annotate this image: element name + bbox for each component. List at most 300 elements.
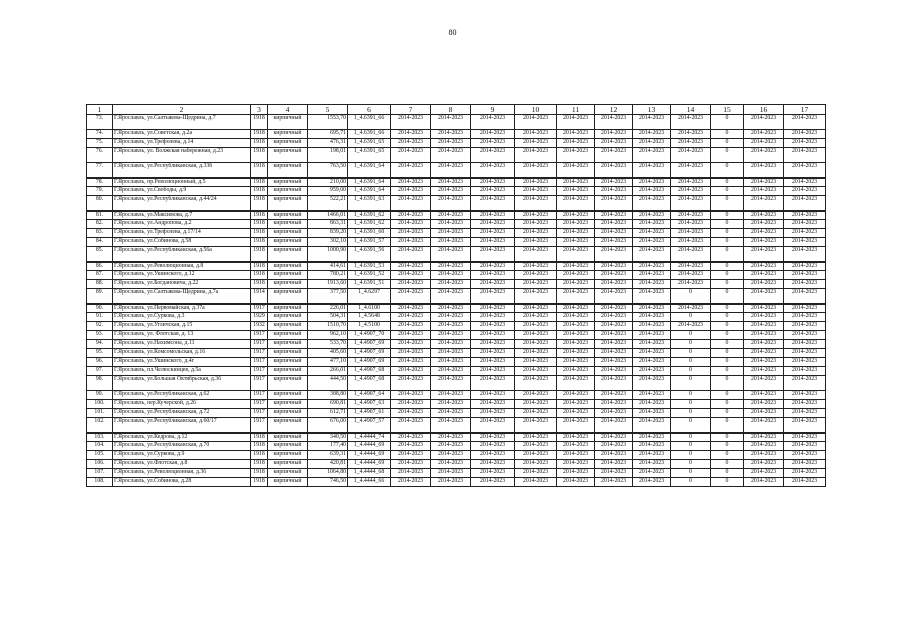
build-year-cell: 1918 [251,187,268,196]
period-cell: 2014-2023 [515,349,557,358]
period-cell: 2014-2023 [515,289,557,304]
row-number-cell: 77. [87,163,113,178]
period-cell: 2014-2023 [471,247,515,262]
period-cell: 2014-2023 [633,340,671,349]
period-cell: 2014-2023 [431,178,471,187]
period-cell: 2014-2023 [633,322,671,331]
period-cell: 2014-2023 [515,460,557,469]
wall-material-cell: кирпичный [268,196,308,211]
period-cell: 2014-2023 [515,340,557,349]
period-cell: 2014-2023 [744,247,784,262]
period-cell: 2014-2023 [431,433,471,442]
table-row [87,376,826,391]
period-cell: 2014-2023 [515,280,557,289]
area-cell: 302,10 [308,238,348,247]
address-cell: Г.Ярославль, ул.Трефолева, д.17/14 [113,229,251,238]
period-cell: 2014-2023 [784,358,826,367]
zero-cell: 0 [711,211,744,220]
area-cell: 388,80 [308,391,348,400]
address-cell: Г.Ярославль, ул.Революционная, д.8 [113,262,251,271]
period-cell: 2014-2023 [671,178,711,187]
wall-material-cell: кирпичный [268,433,308,442]
period-cell: 2014-2023 [744,433,784,442]
address-cell: Г.Ярославль, ул. Волжская набережная, д.23 [113,148,251,163]
build-year-cell: 1929 [251,313,268,322]
table-row [87,367,826,376]
period-cell: 2014-2023 [557,211,595,220]
period-cell: 0 [671,469,711,478]
period-cell: 2014-2023 [391,148,431,163]
period-cell: 2014-2023 [784,247,826,262]
period-cell: 2014-2023 [515,442,557,451]
period-cell: 2014-2023 [471,271,515,280]
wall-material-cell: кирпичный [268,469,308,478]
period-cell: 2014-2023 [595,433,633,442]
address-cell: Г.Ярославль, ул.Советская, д.2а [113,130,251,139]
address-cell: Г.Ярославль, ул.Ушинского, д.12 [113,271,251,280]
period-cell: 2014-2023 [431,187,471,196]
period-cell: 2014-2023 [595,469,633,478]
period-cell: 2014-2023 [391,163,431,178]
period-cell: 2014-2023 [471,262,515,271]
period-cell: 2014-2023 [784,220,826,229]
address-cell: Г.Ярославль, ул.Трефолева, д.14 [113,139,251,148]
wall-material-cell: кирпичный [268,349,308,358]
period-cell: 2014-2023 [431,391,471,400]
period-cell: 2014-2023 [633,433,671,442]
period-cell: 2014-2023 [471,451,515,460]
period-cell: 2014-2023 [431,313,471,322]
area-cell: 504,31 [308,313,348,322]
period-cell: 2014-2023 [744,349,784,358]
period-cell: 2014-2023 [431,163,471,178]
period-cell: 0 [671,358,711,367]
period-cell: 2014-2023 [557,289,595,304]
table-row [87,469,826,478]
period-cell: 2014-2023 [633,313,671,322]
period-cell: 2014-2023 [515,469,557,478]
area-cell: 477,10 [308,358,348,367]
period-cell: 2014-2023 [671,304,711,313]
row-number-cell: 92. [87,322,113,331]
period-cell: 2014-2023 [595,220,633,229]
column-header: 9 [471,105,515,115]
period-cell: 2014-2023 [515,391,557,400]
period-cell: 2014-2023 [391,313,431,322]
period-cell: 2014-2023 [595,478,633,487]
period-cell: 2014-2023 [391,469,431,478]
period-cell: 2014-2023 [595,304,633,313]
period-cell: 2014-2023 [633,211,671,220]
period-cell: 2014-2023 [391,115,431,130]
period-cell: 0 [671,400,711,409]
code-cell: 1_4.6391_64 [348,178,391,187]
zero-cell: 0 [711,229,744,238]
build-year-cell: 1918 [251,163,268,178]
period-cell: 2014-2023 [391,262,431,271]
period-cell: 2014-2023 [515,358,557,367]
period-cell: 2014-2023 [471,139,515,148]
period-cell: 2014-2023 [431,322,471,331]
period-cell: 2014-2023 [633,391,671,400]
period-cell: 2014-2023 [671,130,711,139]
period-cell: 2014-2023 [515,409,557,418]
period-cell: 2014-2023 [633,163,671,178]
row-number-cell: 96. [87,358,113,367]
period-cell: 2014-2023 [391,238,431,247]
zero-cell: 0 [711,187,744,196]
period-cell: 2014-2023 [744,442,784,451]
period-cell: 2014-2023 [471,349,515,358]
wall-material-cell: кирпичный [268,247,308,262]
table-row [87,460,826,469]
wall-material-cell: кирпичный [268,178,308,187]
table-row [87,478,826,487]
period-cell: 2014-2023 [431,400,471,409]
code-cell: 1_4.4907_64 [348,391,391,400]
zero-cell: 0 [711,139,744,148]
build-year-cell: 1918 [251,229,268,238]
column-header: 3 [251,105,268,115]
zero-cell: 0 [711,331,744,340]
period-cell: 2014-2023 [471,280,515,289]
period-cell: 2014-2023 [595,409,633,418]
table-row [87,139,826,148]
table-row [87,238,826,247]
period-cell: 0 [671,367,711,376]
period-cell: 2014-2023 [744,304,784,313]
row-number-cell: 93. [87,331,113,340]
period-cell: 2014-2023 [595,229,633,238]
period-cell: 2014-2023 [391,391,431,400]
period-cell: 0 [671,418,711,433]
period-cell: 2014-2023 [391,304,431,313]
area-cell: 676,00 [308,418,348,433]
period-cell: 2014-2023 [595,322,633,331]
period-cell: 2014-2023 [391,442,431,451]
period-cell: 0 [671,331,711,340]
address-cell: Г.Ярославль, пер.Кучерской, д.26 [113,400,251,409]
address-cell: Г.Ярославль, ул.Собинова, д.58 [113,238,251,247]
period-cell: 2014-2023 [431,460,471,469]
code-cell: 1_4.6391_53 [348,262,391,271]
period-cell: 2014-2023 [744,229,784,238]
period-cell: 2014-2023 [471,400,515,409]
period-cell: 2014-2023 [671,187,711,196]
period-cell: 2014-2023 [633,238,671,247]
address-cell: Г.Ярославль, ул.Республиканская, д.33б [113,163,251,178]
table-header-row [87,105,826,115]
build-year-cell: 1918 [251,247,268,262]
address-cell: Г.Ярославль, ул.Нахимсона, д.11 [113,340,251,349]
period-cell: 0 [671,289,711,304]
build-year-cell: 1918 [251,460,268,469]
period-cell: 2014-2023 [595,376,633,391]
period-cell: 2014-2023 [744,211,784,220]
build-year-cell: 1917 [251,349,268,358]
code-cell: 1_4.6100 [348,304,391,313]
table-row [87,358,826,367]
period-cell: 2014-2023 [784,196,826,211]
period-cell: 2014-2023 [633,442,671,451]
table-row [87,304,826,313]
row-number-cell: 89. [87,289,113,304]
period-cell: 2014-2023 [744,418,784,433]
period-cell: 2014-2023 [595,442,633,451]
period-cell: 2014-2023 [471,148,515,163]
period-cell: 2014-2023 [391,400,431,409]
zero-cell: 0 [711,280,744,289]
period-cell: 2014-2023 [595,367,633,376]
period-cell: 0 [671,313,711,322]
period-cell: 2014-2023 [633,262,671,271]
period-cell: 2014-2023 [784,238,826,247]
period-cell: 2014-2023 [671,247,711,262]
period-cell: 2014-2023 [744,331,784,340]
zero-cell: 0 [711,418,744,433]
code-cell: 1_4.4907_69 [348,349,391,358]
area-cell: 476,31 [308,139,348,148]
period-cell: 2014-2023 [784,367,826,376]
column-header: 14 [671,105,711,115]
area-cell: 1553,70 [308,115,348,130]
period-cell: 2014-2023 [744,400,784,409]
row-number-cell: 95. [87,349,113,358]
period-cell: 2014-2023 [557,460,595,469]
build-year-cell: 1918 [251,433,268,442]
code-cell: 1_4.6391_64 [348,187,391,196]
area-cell: 266,01 [308,367,348,376]
period-cell: 2014-2023 [557,148,595,163]
period-cell: 2014-2023 [633,349,671,358]
period-cell: 2014-2023 [391,196,431,211]
row-number-cell: 91. [87,313,113,322]
period-cell: 2014-2023 [431,271,471,280]
period-cell: 2014-2023 [671,148,711,163]
column-header: 5 [308,105,348,115]
period-cell: 2014-2023 [595,148,633,163]
period-cell: 2014-2023 [515,313,557,322]
address-cell: Г.Ярославль, ул.Андропова, д.2 [113,220,251,229]
period-cell: 2014-2023 [633,367,671,376]
period-cell: 2014-2023 [633,115,671,130]
period-cell: 2014-2023 [557,220,595,229]
area-cell: 780,21 [308,271,348,280]
period-cell: 2014-2023 [515,451,557,460]
build-year-cell: 1932 [251,322,268,331]
address-cell: Г.Ярославль, пл.Челюскинцев, д.5а [113,367,251,376]
zero-cell: 0 [711,442,744,451]
period-cell: 2014-2023 [784,289,826,304]
period-cell: 2014-2023 [557,358,595,367]
area-cell: 210,00 [308,178,348,187]
period-cell: 2014-2023 [595,358,633,367]
period-cell: 2014-2023 [784,163,826,178]
period-cell: 2014-2023 [471,376,515,391]
period-cell: 2014-2023 [515,115,557,130]
code-cell: 1_4.6391_65 [348,139,391,148]
period-cell: 2014-2023 [784,280,826,289]
period-cell: 2014-2023 [557,313,595,322]
area-cell: 444,50 [308,376,348,391]
period-cell: 2014-2023 [431,442,471,451]
period-cell: 2014-2023 [784,451,826,460]
period-cell: 0 [671,409,711,418]
column-header: 7 [391,105,431,115]
period-cell: 2014-2023 [431,211,471,220]
period-cell: 2014-2023 [633,400,671,409]
period-cell: 2014-2023 [784,391,826,400]
row-number-cell: 86. [87,262,113,271]
area-cell: 690,81 [308,400,348,409]
period-cell: 2014-2023 [557,238,595,247]
build-year-cell: 1918 [251,130,268,139]
period-cell: 2014-2023 [595,115,633,130]
period-cell: 2014-2023 [595,418,633,433]
build-year-cell: 1918 [251,211,268,220]
period-cell: 2014-2023 [471,322,515,331]
period-cell: 2014-2023 [391,418,431,433]
period-cell: 2014-2023 [784,442,826,451]
wall-material-cell: кирпичный [268,418,308,433]
wall-material-cell: кирпичный [268,442,308,451]
period-cell: 2014-2023 [391,289,431,304]
period-cell: 2014-2023 [784,229,826,238]
zero-cell: 0 [711,271,744,280]
period-cell: 2014-2023 [431,139,471,148]
period-cell: 2014-2023 [431,418,471,433]
period-cell: 2014-2023 [784,313,826,322]
build-year-cell: 1914 [251,289,268,304]
period-cell: 2014-2023 [744,367,784,376]
period-cell: 0 [671,460,711,469]
build-year-cell: 1918 [251,262,268,271]
period-cell: 2014-2023 [595,139,633,148]
period-cell: 2014-2023 [471,358,515,367]
build-year-cell: 1918 [251,178,268,187]
table-row [87,433,826,442]
row-number-cell: 87. [87,271,113,280]
row-number-cell: 103. [87,433,113,442]
area-cell: 405,60 [308,349,348,358]
period-cell: 2014-2023 [744,322,784,331]
period-cell: 2014-2023 [671,163,711,178]
period-cell: 2014-2023 [784,460,826,469]
period-cell: 2014-2023 [431,349,471,358]
period-cell: 2014-2023 [784,211,826,220]
period-cell: 2014-2023 [744,130,784,139]
table-row [87,451,826,460]
wall-material-cell: кирпичный [268,409,308,418]
period-cell: 2014-2023 [784,478,826,487]
build-year-cell: 1917 [251,418,268,433]
zero-cell: 0 [711,451,744,460]
period-cell: 2014-2023 [471,115,515,130]
period-cell: 2014-2023 [744,115,784,130]
wall-material-cell: кирпичный [268,322,308,331]
zero-cell: 0 [711,148,744,163]
row-number-cell: 106. [87,460,113,469]
period-cell: 2014-2023 [515,130,557,139]
build-year-cell: 1918 [251,442,268,451]
build-year-cell: 1917 [251,331,268,340]
address-cell: Г.Ярославль, ул.Салтыкова-Щедрина, д.7 [113,115,251,130]
address-cell: Г.Ярославль, ул.Республиканская, д.56а [113,247,251,262]
address-cell: Г.Ярославль, ул.Первомайская, д.37а [113,304,251,313]
column-header: 1 [87,105,113,115]
address-cell: Г.Ярославль, ул.Суркова, д.3 [113,313,251,322]
code-cell: 1_4.6391_51 [348,280,391,289]
row-number-cell: 105. [87,451,113,460]
zero-cell: 0 [711,358,744,367]
period-cell: 2014-2023 [431,451,471,460]
zero-cell: 0 [711,376,744,391]
period-cell: 2014-2023 [471,409,515,418]
period-cell: 2014-2023 [671,220,711,229]
period-cell: 2014-2023 [633,139,671,148]
address-cell: Г.Ярославль, ул.Комсомольская, д.16 [113,349,251,358]
table-row [87,130,826,139]
row-number-cell: 101. [87,409,113,418]
area-cell: 1000,90 [308,247,348,262]
period-cell: 2014-2023 [671,322,711,331]
period-cell: 2014-2023 [633,247,671,262]
column-header: 13 [633,105,671,115]
period-cell: 2014-2023 [744,187,784,196]
period-cell: 2014-2023 [557,322,595,331]
period-cell: 2014-2023 [744,220,784,229]
period-cell: 2014-2023 [471,178,515,187]
build-year-cell: 1917 [251,409,268,418]
period-cell: 2014-2023 [784,130,826,139]
code-cell: 1_4.6391_62 [348,211,391,220]
code-cell: 1_4.6391_60 [348,229,391,238]
wall-material-cell: кирпичный [268,367,308,376]
period-cell: 2014-2023 [391,271,431,280]
period-cell: 2014-2023 [471,340,515,349]
period-cell: 2014-2023 [431,148,471,163]
zero-cell: 0 [711,304,744,313]
column-header: 2 [113,105,251,115]
wall-material-cell: кирпичный [268,376,308,391]
build-year-cell: 1917 [251,400,268,409]
period-cell: 2014-2023 [784,469,826,478]
period-cell: 2014-2023 [391,451,431,460]
period-cell: 2014-2023 [784,376,826,391]
period-cell: 2014-2023 [391,178,431,187]
wall-material-cell: кирпичный [268,130,308,139]
period-cell: 2014-2023 [744,148,784,163]
period-cell: 2014-2023 [633,178,671,187]
period-cell: 2014-2023 [784,139,826,148]
wall-material-cell: кирпичный [268,478,308,487]
period-cell: 2014-2023 [515,187,557,196]
area-cell: 177,40 [308,442,348,451]
period-cell: 2014-2023 [595,313,633,322]
period-cell: 2014-2023 [595,130,633,139]
zero-cell: 0 [711,400,744,409]
build-year-cell: 1918 [251,451,268,460]
period-cell: 2014-2023 [633,478,671,487]
build-year-cell: 1918 [251,280,268,289]
row-number-cell: 82. [87,220,113,229]
period-cell: 2014-2023 [744,262,784,271]
period-cell: 2014-2023 [431,229,471,238]
period-cell: 2014-2023 [595,289,633,304]
zero-cell: 0 [711,130,744,139]
table-row [87,442,826,451]
page-number: 80 [448,28,457,37]
